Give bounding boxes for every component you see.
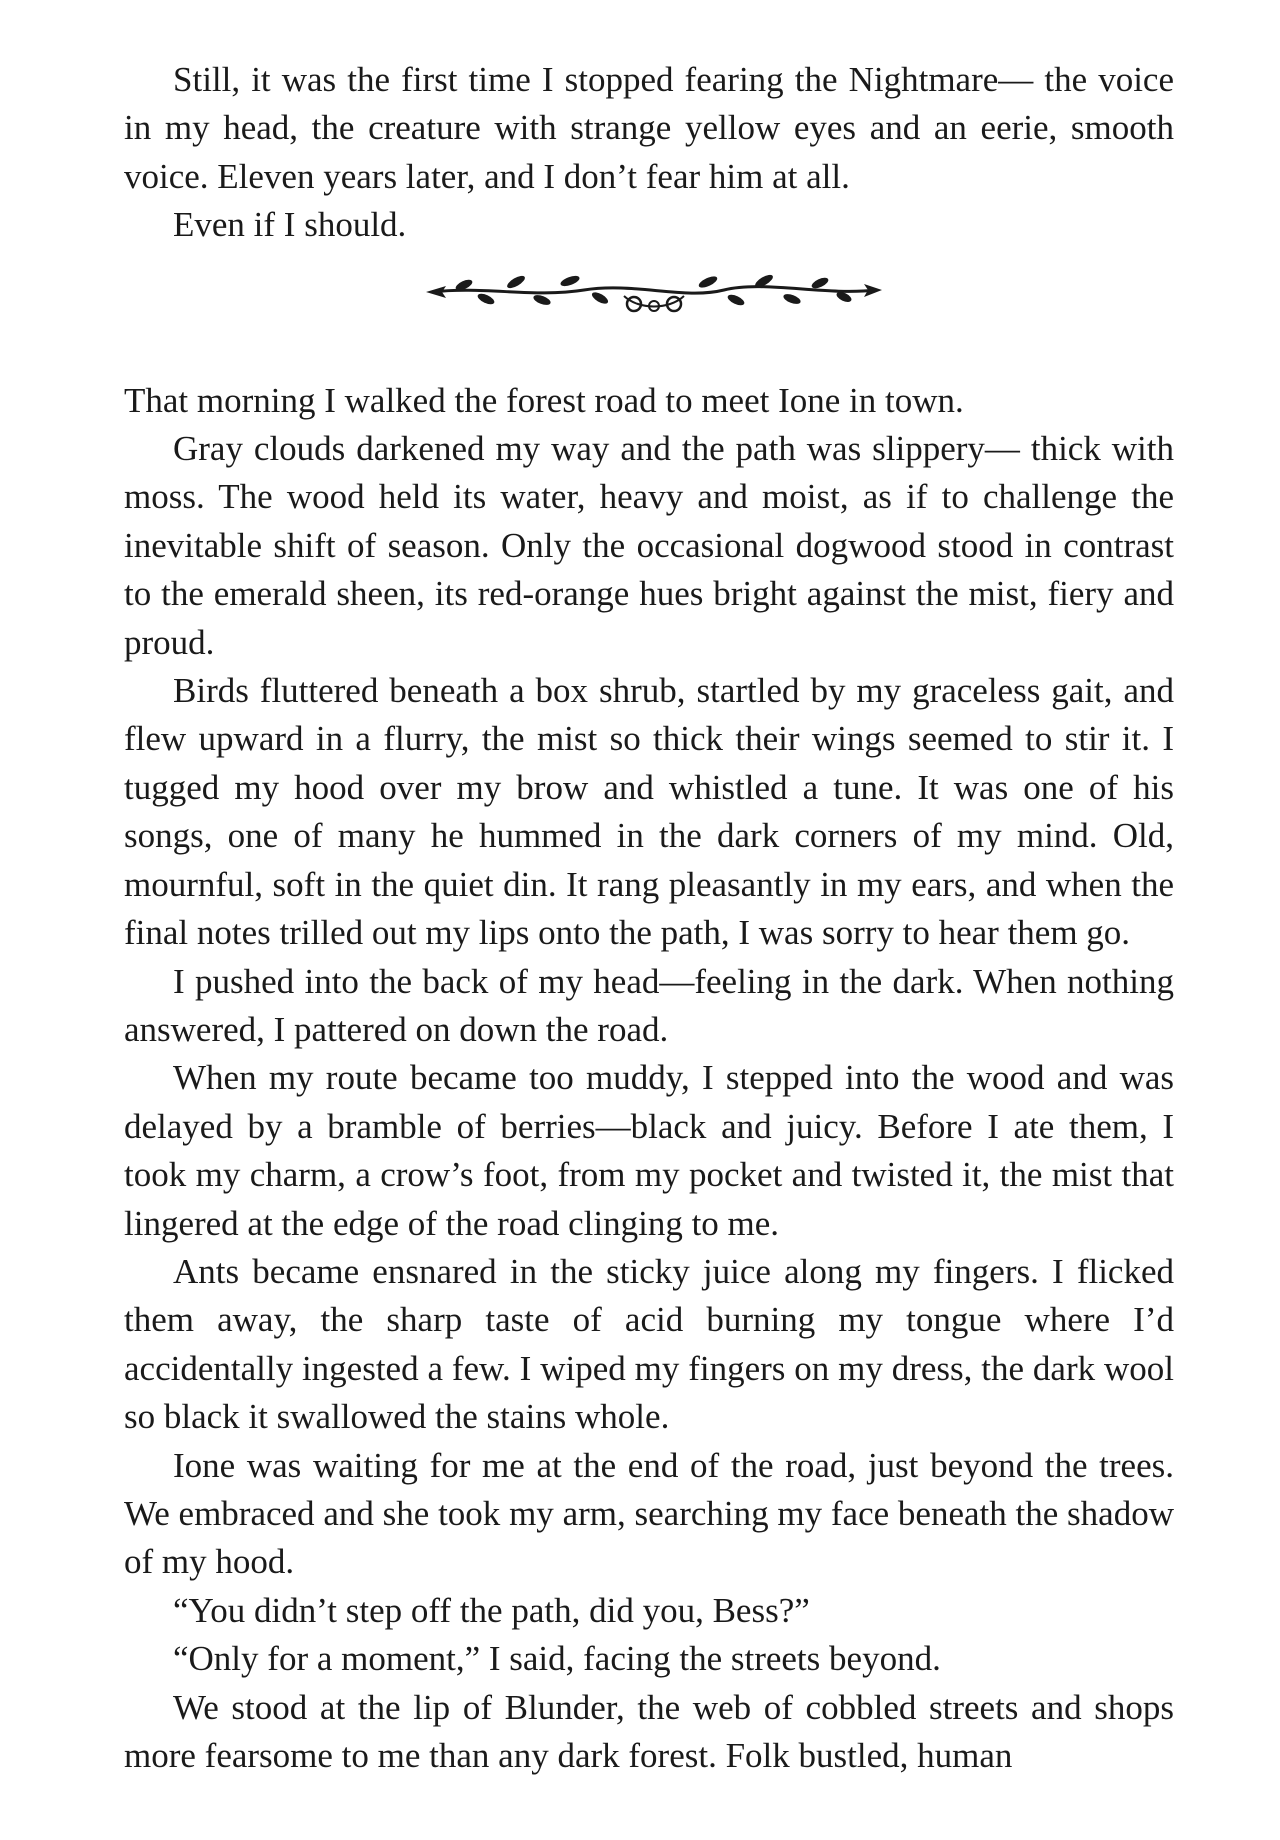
paragraph-11: “Only for a moment,” I said, facing the streets beyond.	[173, 1639, 941, 1679]
section-break	[124, 250, 1174, 377]
paragraph-5: Birds fluttered beneath a box shrub, startled by my graceless gait, and flew upward in a flurry, the mist so thick their wings seemed to stir it. I tugged my hood over my brow and whistled a tune. It was one of his songs, one of many he hummed in the dark corners of my mind. Old, mournful, soft in the quiet din. It rang pleasantly in my ears, and when the final notes trilled out my lips onto the path, I was sorry to hear them go.	[124, 671, 1174, 953]
paragraph-7: When my route became too muddy, I stepped into the wood and was delayed by a bramble of berries—black and juicy. Before I ate them, I took my charm, a crow’s foot, from my pocket and twisted it, the mist that lingered at the edge of the road clinging to me.	[124, 1058, 1174, 1243]
paragraph-9: Ione was waiting for me at the end of the road, just beyond the trees. We embraced and she took my arm, searching my face beneath the shadow of my hood.	[124, 1445, 1174, 1582]
paragraph-6: I pushed into the back of my head—feeling in the dark. When nothing answered, I pattered on down the road.	[124, 961, 1174, 1049]
paragraph-10: “You didn’t step off the path, did you, Bess?”	[173, 1590, 810, 1630]
paragraph-4: Gray clouds darkened my way and the path was slippery— thick with moss. The wood held its water, heavy and moist, as if to challenge the inevitable shift of season. Only the occasional dogwood stood in contrast to the emerald sheen, its red-orange hues bright against the mist, fiery and proud.	[124, 429, 1174, 662]
paragraph-8: Ants became ensnared in the sticky juice along my fingers. I flicked them away, the sharp taste of acid burning my tongue where I’d accidentally ingested a few. I wiped my fingers on my dress, the dark wool so black it swallowed the stains whole.	[124, 1251, 1174, 1437]
paragraph-1: Still, it was the first time I stopped fearing the Nightmare— the voice in my head, the creature with strange yellow eyes and an eerie, smooth voice. Eleven years later, and I don’t fear him at all.	[124, 60, 1174, 196]
paragraph-12: We stood at the lip of Blunder, the web of cobbled streets and shops more fearsome to me than any dark forest. Folk bustled, human	[124, 1687, 1174, 1775]
paragraph-3: That morning I walked the forest road to meet Ione in town.	[124, 380, 964, 420]
book-page	[124, 56, 1174, 1780]
floral-vine-divider-icon	[424, 270, 884, 316]
paragraph-2: Even if I should.	[173, 205, 407, 245]
